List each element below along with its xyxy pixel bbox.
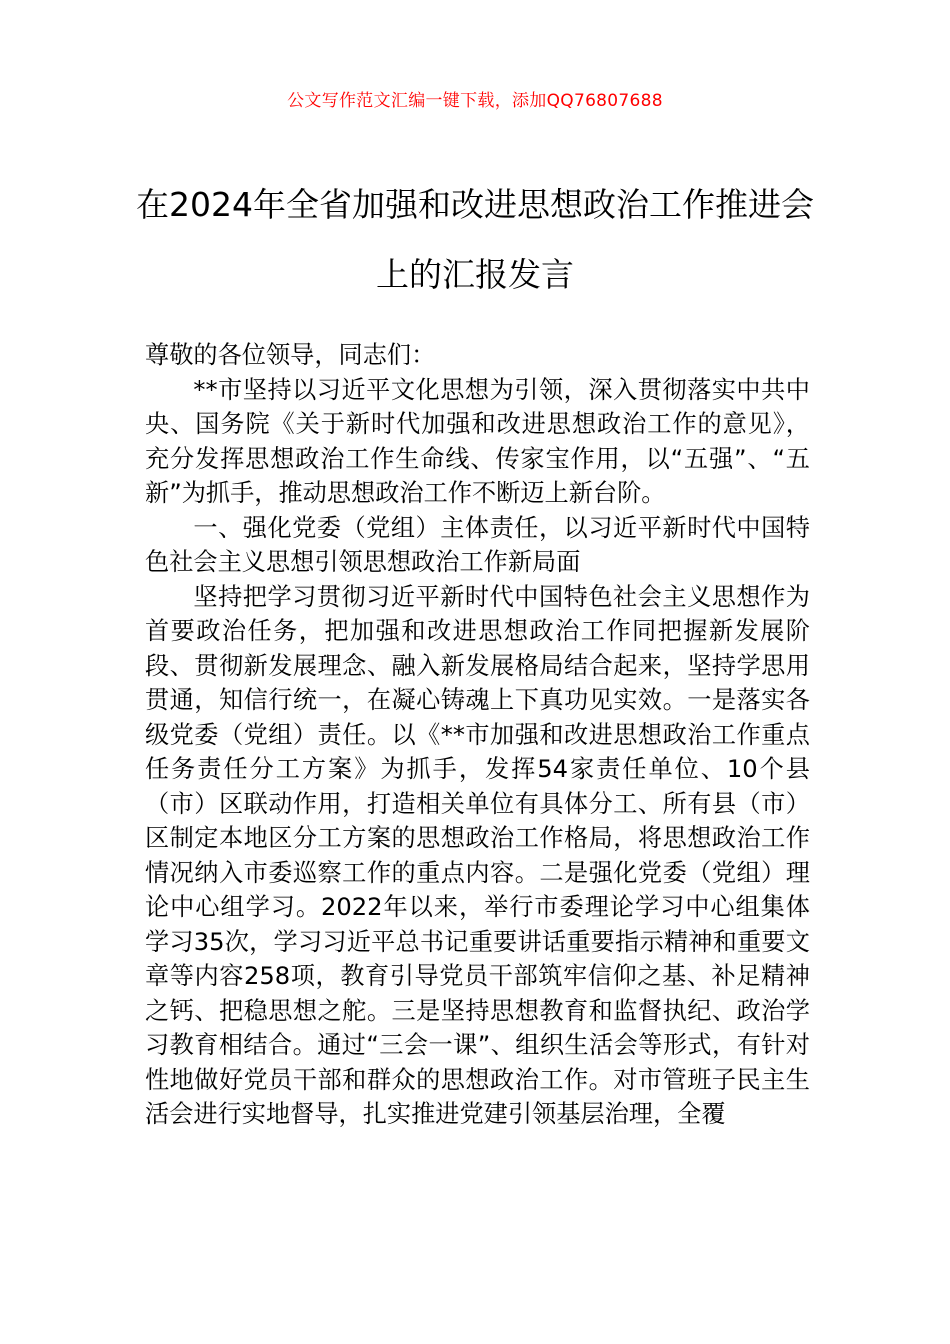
download-promo-note: 公文写作范文汇编一键下载，添加QQ76807688 <box>287 91 663 111</box>
intro-paragraph: **市坚持以习近平文化思想为引领，深入贯彻落实中共中央、国务院《关于新时代加强和改进思想政治工作的意见》，充分发挥思想政治工作生命线、传家宝作用，以“五强”、“五新”为抓手，推动思想政治工作不断迈上新台阶。 <box>145 375 810 507</box>
document-body <box>145 338 810 1132</box>
section-heading-1: 一、强化党委（党组）主体责任，以习近平新时代中国特色社会主义思想引领思想政治工作新局面 <box>145 513 810 576</box>
body-paragraph: 坚持把学习贯彻习近平新时代中国特色社会主义思想作为首要政治任务，把加强和改进思想政治工作同把握新发展阶段、贯彻新发展理念、融入新发展格局结合起来，坚持学思用贯通，知信行统一，在凝心铸魂上下真功见实效。一是落实各级党委（党组）责任。以《**市加强和改进思想政治工作重点任务责任分工方案》为抓手，发挥54家责任单位、10个县（市）区联动作用，打造相关单位有具体分工、所有县（市）区制定本地区分工方案的思想政治工作格局，将思想政治工作情况纳入市委巡察工作的重点内容。二是强化党委（党组）理论中心组学习。2022年以来，举行市委理论学习中心组集体学习35次，学习习近平总书记重要讲话重要指示精神和重要文章等内容258项，教育引导党员干部筑牢信仰之基、补足精神之钙、把稳思想之舵。三是坚持思想教育和监督执纪、政治学习教育相结合。通过“三会一课”、组织生活会等形式，有针对性地做好党员干部和群众的思想政治工作。对市管班子民主生活会进行实地督导，扎实推进党建引领基层治理，全覆 <box>145 582 810 1128</box>
document-title: 在2024年全省加强和改进思想政治工作推进会上的汇报发言 <box>136 185 814 294</box>
salutation: 尊敬的各位领导，同志们： <box>145 341 436 369</box>
